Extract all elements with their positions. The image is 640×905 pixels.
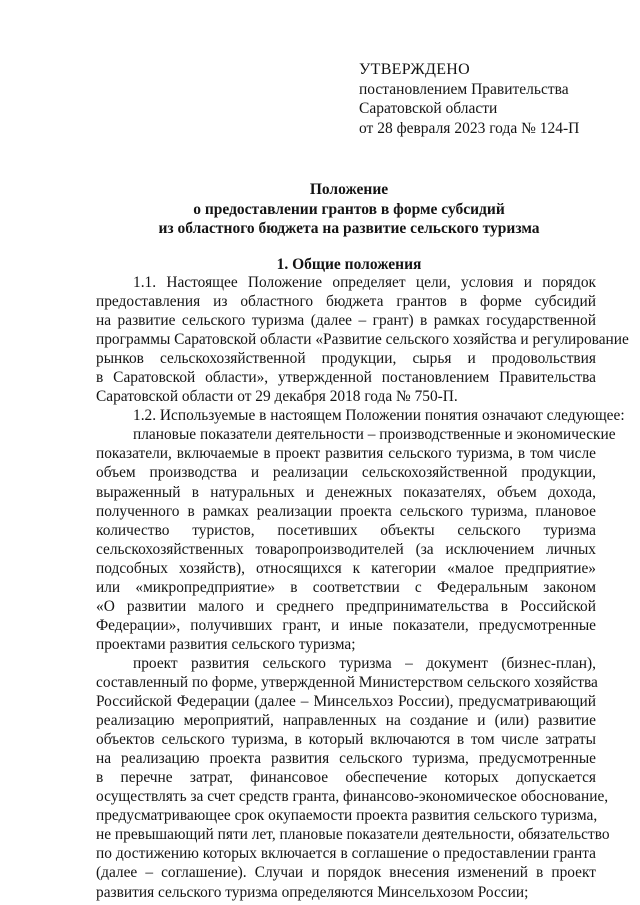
text-line: Российской Федерации (далее – Минсельхоз России), предусматривающий (96, 693, 596, 711)
text-line: (далее – соглашение). Случаи и порядок внесения изменений в проект (96, 864, 596, 882)
text-line: в перечне затрат, финансовое обеспечение которых допускается (96, 769, 596, 787)
text-line: полученного в рамках реализации проекта сельского туризма, плановое (96, 502, 596, 520)
text-line: подсобных хозяйств), относящихся к категории «малое предприятие» (96, 559, 596, 577)
text-line: проект развития сельского туризма – документ (бизнес-план), (133, 654, 596, 672)
text-line: на реализацию проекта развития сельского туризма, предусмотренные (96, 750, 596, 768)
text-line: реализацию мероприятий, направленных на создание и (или) развитие (96, 712, 596, 730)
text-line: на развитие сельского туризма (далее – грант) в рамках государственной (96, 312, 596, 330)
text-line: сельскохозяйственных товаропроизводителей (за исключением личных (96, 540, 596, 558)
text-line: 1.1. Настоящее Положение определяет цели, условия и порядок (133, 274, 596, 291)
text-line: предоставления из областного бюджета грантов в форме субсидий (96, 293, 596, 311)
text-line: предусматривающее срок окупаемости проекта развития сельского туризма, (96, 807, 598, 825)
approval-line-2: Саратовской области (359, 100, 498, 117)
text-line: плановые показатели деятельности – производственные и экономические (133, 426, 616, 444)
text-line: Саратовской области от 29 декабря 2018 года № 750-П. (96, 388, 458, 406)
document-title-line-1: Положение (309, 181, 389, 198)
text-line: «О развитии малого и среднего предпринимательства в Российской (96, 597, 596, 615)
text-line: объектов сельского туризма, в который включаются в том числе затраты (96, 731, 596, 749)
document-title-line-3: из областного бюджета на развитие сельского туризма (158, 220, 540, 237)
text-line: составленный по форме, утвержденной Министерством сельского хозяйства (96, 673, 598, 691)
document-title (90, 180, 608, 239)
text-line: проектами развития сельского туризма; (96, 635, 356, 653)
text-line: количество туристов, посетивших объекты сельского туризма (96, 521, 596, 539)
document-title-line-2: о предоставлении грантов в форме субсидий (193, 200, 505, 218)
approval-stamp (359, 60, 579, 138)
text-line: по достижению которых включается в соглашение о предоставлении гранта (96, 845, 596, 863)
approval-line-1: постановлением Правительства (359, 80, 569, 98)
section-heading: 1. Общие положения (276, 256, 422, 273)
approval-line-3: от 28 февраля 2023 года № 124-П (359, 119, 580, 137)
text-line: рынков сельскохозяйственной продукции, сырья и продовольствия (96, 350, 596, 368)
text-line: объем производства и реализации сельскохозяйственной продукции, (96, 464, 596, 482)
text-line: или «микропредприятие» в соответствии с Федеральным законом (96, 578, 596, 596)
text-line: развития сельского туризма определяются Минсельхозом России; (96, 883, 529, 901)
text-line: не превышающий пяти лет, плановые показатели деятельности, обязательство (96, 826, 610, 844)
text-line: программы Саратовской области «Развитие сельского хозяйства и регулирование (96, 331, 629, 349)
approval-title: УТВЕРЖДЕНО (359, 61, 471, 78)
text-line: выраженный в натуральных и денежных показателях, объем дохода, (96, 483, 596, 501)
text-line: осуществлять за счет средств гранта, финансово-экономическое обоснование, (96, 788, 609, 806)
body-text (96, 273, 629, 902)
text-line: показатели, включаемые в проект развития сельского туризма, в том числе (96, 445, 596, 463)
text-line: в Саратовской области», утвержденной постановлением Правительства (96, 369, 596, 387)
text-line: 1.2. Используемые в настоящем Положении понятия означают следующее: (133, 407, 625, 425)
text-line: Федерации», получивших грант, и иные показатели, предусмотренные (96, 616, 596, 634)
